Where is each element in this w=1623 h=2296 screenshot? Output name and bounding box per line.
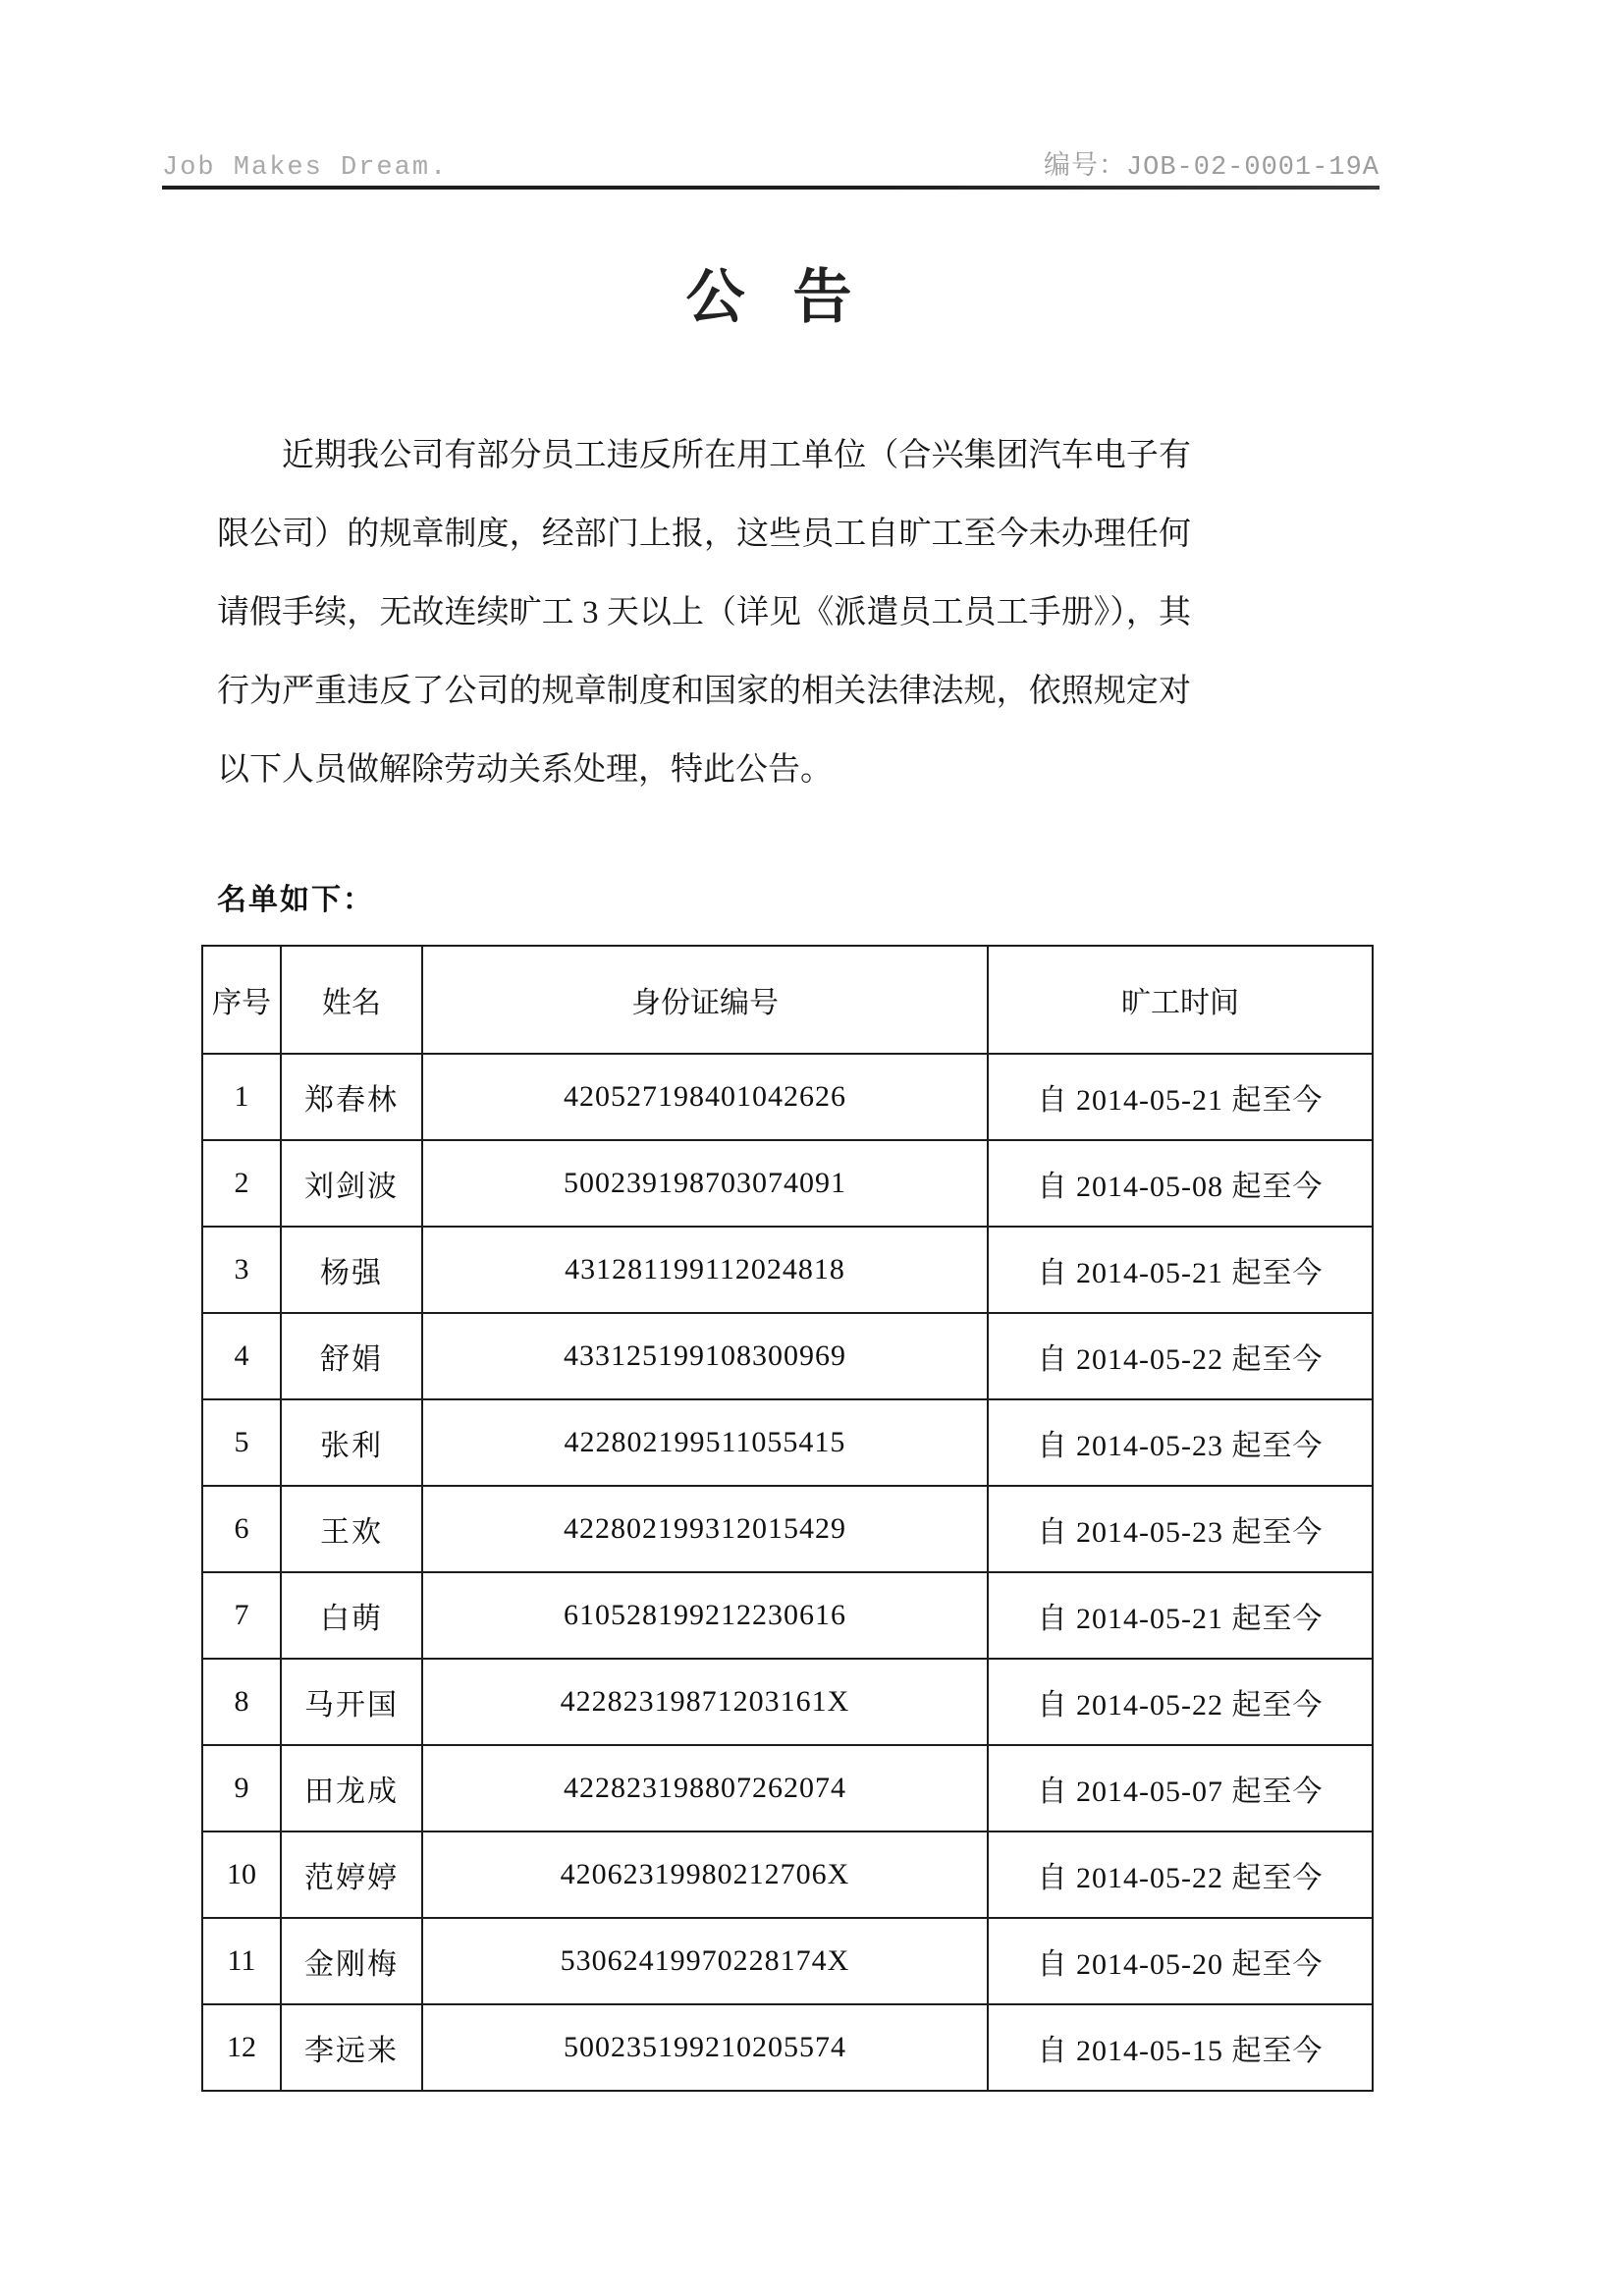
absence-period-cell: 自 2014-05-21 起至今: [988, 1054, 1373, 1140]
name-cell: 王欢: [281, 1486, 422, 1572]
row-index-cell: 7: [202, 1572, 281, 1659]
name-cell: 金刚梅: [281, 1918, 422, 2004]
name-cell: 郑春林: [281, 1054, 422, 1140]
column-header-name: 姓名: [281, 946, 422, 1054]
absence-period-cell: 自 2014-05-08 起至今: [988, 1140, 1373, 1227]
list-intro-label: 名单如下：: [217, 884, 374, 916]
table-body: [202, 1054, 1373, 2091]
id-number-cell: 422802199312015429: [422, 1486, 988, 1572]
absence-period-cell: 自 2014-05-23 起至今: [988, 1486, 1373, 1572]
row-index-cell: 12: [202, 2004, 281, 2091]
notice-title: 公 告: [685, 265, 856, 330]
row-index-cell: 11: [202, 1918, 281, 2004]
table-row: [202, 2004, 1373, 2091]
name-cell: 舒娟: [281, 1313, 422, 1399]
name-cell: 马开国: [281, 1659, 422, 1745]
absence-period-cell: 自 2014-05-07 起至今: [988, 1745, 1373, 1831]
absence-period-cell: 自 2014-05-23 起至今: [988, 1399, 1373, 1486]
name-cell: 李远来: [281, 2004, 422, 2091]
id-number-cell: 42062319980212706X: [422, 1831, 988, 1918]
row-index-cell: 5: [202, 1399, 281, 1486]
name-cell: 白萌: [281, 1572, 422, 1659]
absence-period-cell: 自 2014-05-20 起至今: [988, 1918, 1373, 2004]
document-number: 编号：JOB-02-0001-19A: [1043, 153, 1380, 183]
id-number-cell: 53062419970228174X: [422, 1918, 988, 2004]
id-number-cell: 500235199210205574: [422, 2004, 988, 2091]
absence-period-cell: 自 2014-05-21 起至今: [988, 1227, 1373, 1313]
absence-period-cell: 自 2014-05-22 起至今: [988, 1659, 1373, 1745]
table-row: [202, 1745, 1373, 1831]
id-number-cell: 433125199108300969: [422, 1313, 988, 1399]
id-number-cell: 610528199212230616: [422, 1572, 988, 1659]
name-cell: 张利: [281, 1399, 422, 1486]
absence-period-cell: 自 2014-05-15 起至今: [988, 2004, 1373, 2091]
table-row: [202, 1054, 1373, 1140]
table-row: [202, 1399, 1373, 1486]
id-number-cell: 431281199112024818: [422, 1227, 988, 1313]
name-cell: 杨强: [281, 1227, 422, 1313]
name-cell: 范婷婷: [281, 1831, 422, 1918]
table-row: [202, 1486, 1373, 1572]
column-header-absence: 旷工时间: [988, 946, 1373, 1054]
table-header-row: [202, 946, 1373, 1054]
id-number-cell: 500239198703074091: [422, 1140, 988, 1227]
row-index-cell: 2: [202, 1140, 281, 1227]
row-index-cell: 9: [202, 1745, 281, 1831]
absence-period-cell: 自 2014-05-22 起至今: [988, 1313, 1373, 1399]
row-index-cell: 3: [202, 1227, 281, 1313]
absence-period-cell: 自 2014-05-21 起至今: [988, 1572, 1373, 1659]
table-row: [202, 1831, 1373, 1918]
page-header: [162, 143, 1380, 183]
absence-period-cell: 自 2014-05-22 起至今: [988, 1831, 1373, 1918]
company-slogan: Job Makes Dream.: [162, 153, 449, 183]
column-header-id: 身份证编号: [422, 946, 988, 1054]
column-header-index: 序号: [202, 946, 281, 1054]
table-header: [202, 946, 1373, 1054]
row-index-cell: 8: [202, 1659, 281, 1745]
notice-body: 近期我公司有部分员工违反所在用工单位（合兴集团汽车电子有限公司）的规章制度，经部门上报，这些员工自旷工至今未办理任何请假手续，无故连续旷工 3 天以上（详见《派遣员工员工手册》），其行为严重违反了公司的规章制度和国家的相关法律法规，依照规定对以下人员做解除劳动关系处理，特此公告。: [217, 438, 1191, 788]
name-cell: 田龙成: [281, 1745, 422, 1831]
table-row: [202, 1572, 1373, 1659]
table-row: [202, 1659, 1373, 1745]
id-number-cell: 422802199511055415: [422, 1399, 988, 1486]
row-index-cell: 1: [202, 1054, 281, 1140]
row-index-cell: 4: [202, 1313, 281, 1399]
table-row: [202, 1227, 1373, 1313]
id-number-cell: 42282319871203161X: [422, 1659, 988, 1745]
table-row: [202, 1918, 1373, 2004]
header-rule: [162, 186, 1380, 190]
row-index-cell: 6: [202, 1486, 281, 1572]
table-row: [202, 1140, 1373, 1227]
row-index-cell: 10: [202, 1831, 281, 1918]
id-number-cell: 422823198807262074: [422, 1745, 988, 1831]
name-cell: 刘剑波: [281, 1140, 422, 1227]
id-number-cell: 420527198401042626: [422, 1054, 988, 1140]
table-row: [202, 1313, 1373, 1399]
dismissal-table: [201, 945, 1374, 2092]
